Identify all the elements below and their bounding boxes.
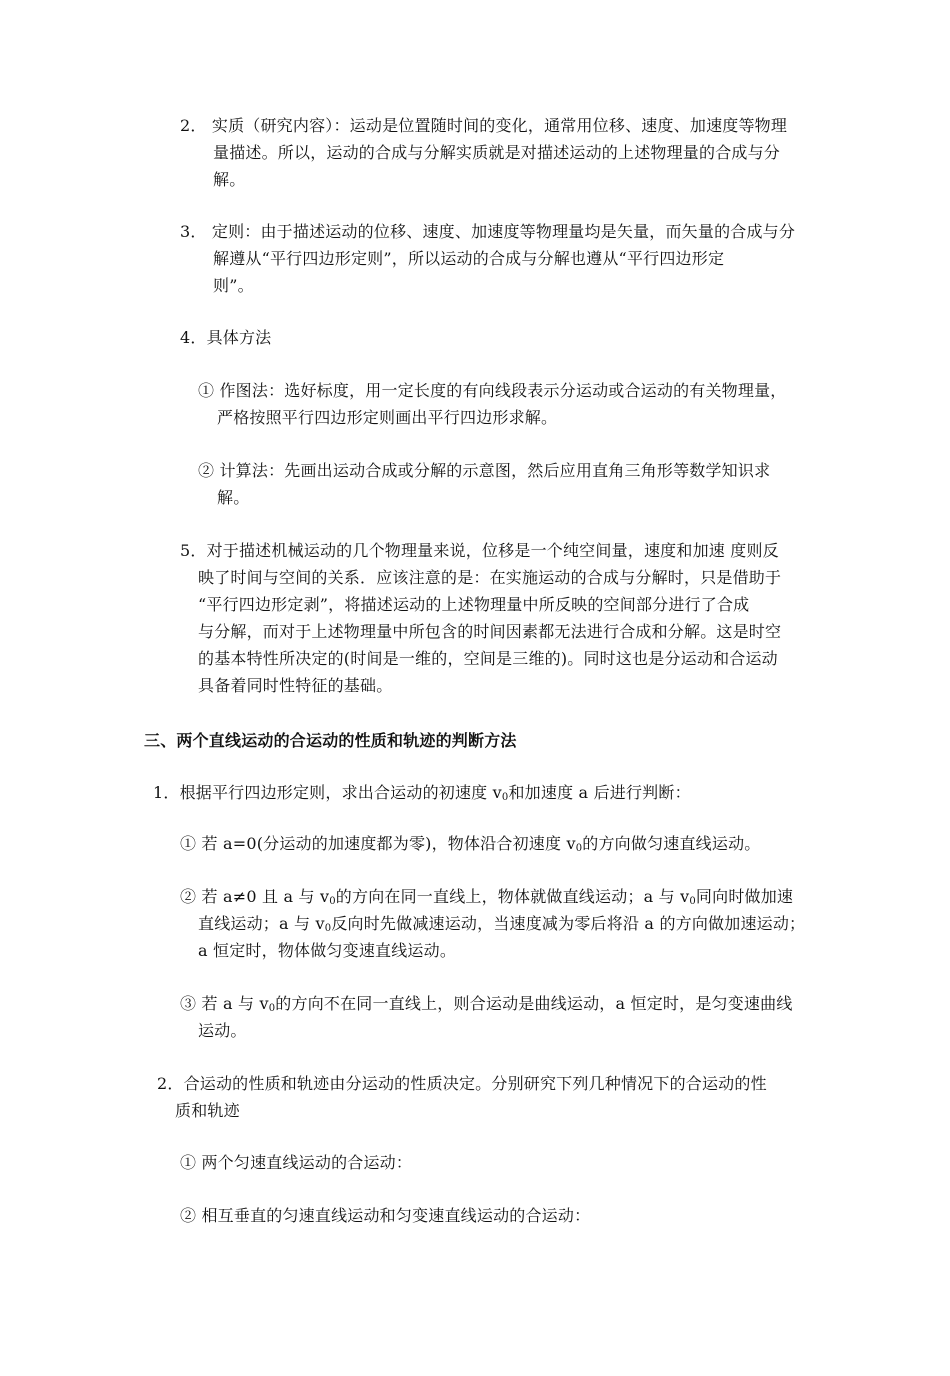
item5-line1: 5．对于描述机械运动的几个物理量来说，位移是一个纯空间量，速度和加速 度则反 <box>180 541 779 560</box>
item3-line1: 3． 定则：由于描述运动的位移、速度、加速度等物理量均是矢量，而矢量的合成与分 <box>180 222 796 241</box>
s3-item2-case2: ② 相互垂直的匀速直线运动和匀变速直线运动的合运动： <box>180 1206 591 1225</box>
item3-line2: 解遵从“平行四边形定则”，所以运动的合成与分解也遵从“平行四边形定 <box>213 249 725 268</box>
s3-case3-line2: 运动。 <box>198 1021 247 1040</box>
item2-line1: 2． 实质（研究内容）：运动是位置随时间的变化，通常用位移、速度、加速度等物理 <box>180 116 788 135</box>
item2-line2: 量描述。所以，运动的合成与分解实质就是对描述运动的上述物理量的合成与分 <box>213 143 781 162</box>
s3-case2-line2: 直线运动；a 与 $v_0$反向时先做减速运动，当速度减为零后将沿 a 的方向做加速运动； <box>198 914 806 934</box>
section3-heading: 三、两个直线运动的合运动的性质和轨迹的判断方法 <box>144 731 517 750</box>
method2-line1: ② 计算法：先画出运动合成或分解的示意图，然后应用直角三角形等数学知识求 <box>198 461 771 480</box>
s3-case1-line: ① 若 a=0(分运动的加速度都为零)，物体沿合初速度 $v_0$的方向做匀速直线运动。 <box>180 834 761 854</box>
method1-line1: ① 作图法：选好标度，用一定长度的有向线段表示分运动或合运动的有关物理量， <box>198 381 787 400</box>
item3-line3: 则”。 <box>213 276 254 295</box>
s3-item1-line1: 1．根据平行四边形定则，求出合运动的初速度 $v_0$和加速度 a 后进行判断： <box>153 783 691 803</box>
item4-title: 4．具体方法 <box>180 328 272 347</box>
item5-line6: 具备着同时性特征的基础。 <box>198 676 393 695</box>
item5-line5: 的基本特性所决定的(时间是一维的，空间是三维的)。同时这也是分运动和合运动 <box>198 649 778 668</box>
method1-line2: 严格按照平行四边形定则画出平行四边形求解。 <box>217 408 558 427</box>
item5-line4: 与分解，而对于上述物理量中所包含的时间因素都无法进行合成和分解。这是时空 <box>198 622 782 641</box>
item2-line3: 解。 <box>213 170 246 189</box>
s3-item2-line1: 2．合运动的性质和轨迹由分运动的性质决定。分别研究下列几种情况下的合运动的性 <box>157 1074 767 1093</box>
item5-line2: 映了时间与空间的关系．应该注意的是：在实施运动的合成与分解时，只是借助于 <box>198 568 782 587</box>
s3-case2-line3: a 恒定时，物体做匀变速直线运动。 <box>198 941 457 960</box>
s3-item2-case1: ① 两个匀速直线运动的合运动： <box>180 1153 413 1172</box>
s3-case2-line1: ② 若 a≠0 且 a 与 $v_0$的方向在同一直线上，物体就做直线运动；a 与 $v_0$同向时做加速 <box>180 887 794 907</box>
method2-line2: 解。 <box>217 488 250 507</box>
s3-item2-line2: 质和轨迹 <box>175 1101 240 1120</box>
item5-line3: “平行四边形定剥”，将描述运动的上述物理量中所反映的空间部分进行了合成 <box>198 595 750 614</box>
s3-case3-line1: ③ 若 a 与 $v_0$的方向不在同一直线上，则合运动是曲线运动，a 恒定时，是匀变速曲线 <box>180 994 793 1014</box>
